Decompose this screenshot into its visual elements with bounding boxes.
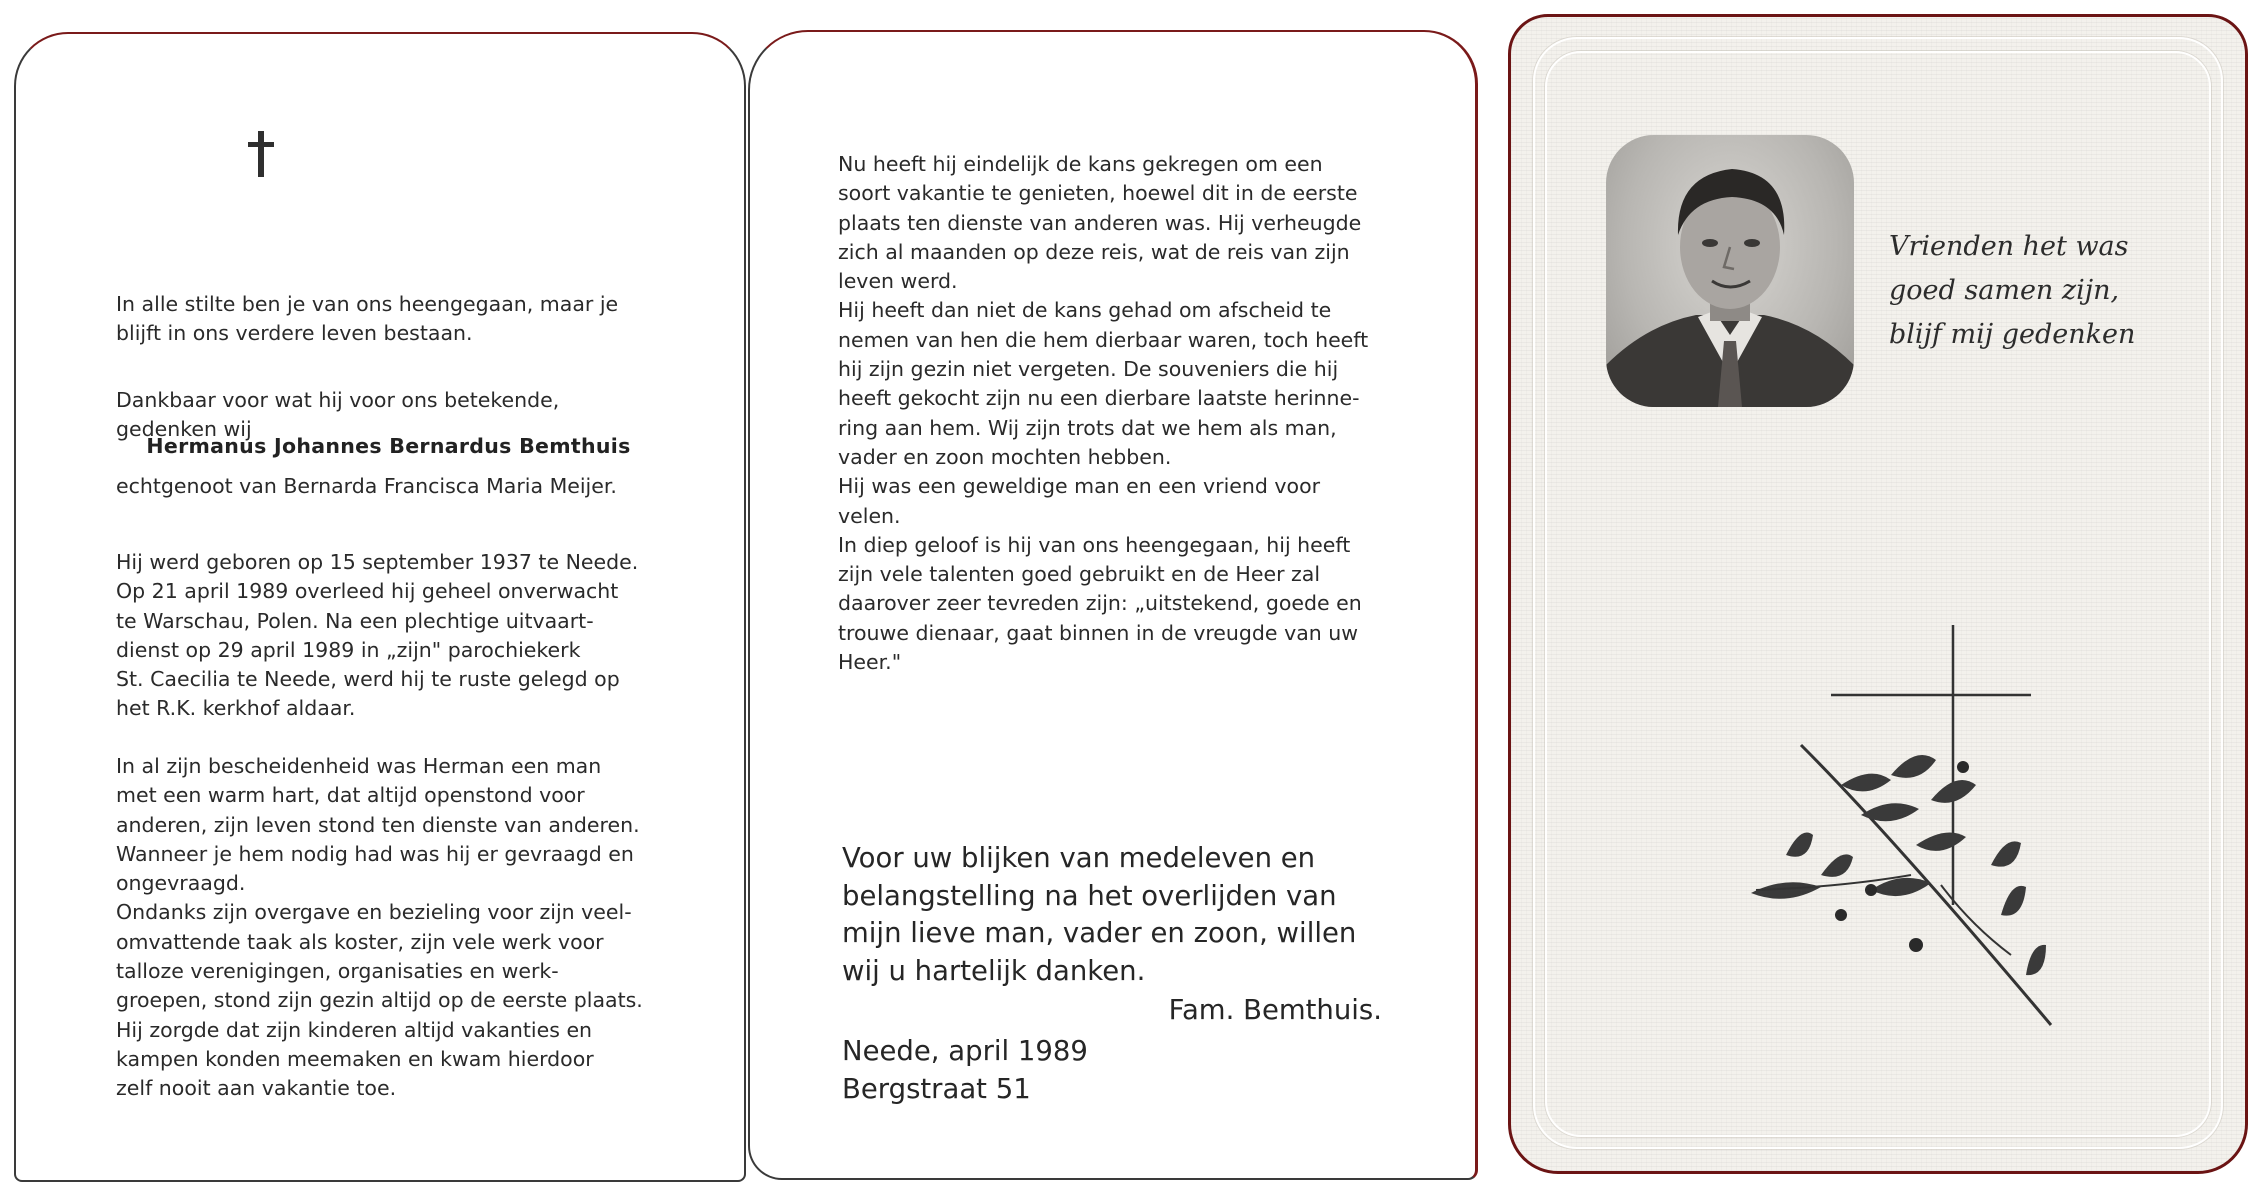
address: Bergstraat 51 bbox=[842, 1073, 1031, 1105]
spouse-line: echtgenoot van Bernarda Francisca Maria Meijer. bbox=[116, 474, 617, 498]
cover-page bbox=[1508, 14, 2248, 1174]
middle-page bbox=[748, 30, 1478, 1180]
place-date: Neede, april 1989 bbox=[842, 1035, 1088, 1067]
vacation-text: Nu heeft hij eindelijk de kans gekregen om een soort vakantie te genieten, hoewel dit in de eerste plaats ten dienste van anderen was. Hij verheugde zich al maanden op deze reis, wat de reis van zijn leven werd. Hij heeft dan niet de kans gehad om afscheid te nemen van hen die hem dierbaar waren, toch heeft hij zijn gezin niet vergeten. De souveniers die hij heeft gekocht zijn nu een dierbare laatste herinne- ring aan hem. Wij zijn trots dat we hem als man, vader en zoon mochten hebben. Hij was een geweldige man en een vriend voor velen. In diep geloof is hij van ons heengegaan, hij heeft zijn vele talenten goed gebruikt en de Heer zal daarover zeer tevreden zijn: „uitstekend, goede en trouwe dienaar, gaat binnen in de vreugde van uw Heer." bbox=[838, 152, 1369, 675]
intro-text: In alle stilte ben je van ons heengegaan, maar je blijft in ons verdere leven bestaan. bbox=[116, 292, 619, 346]
left-page bbox=[14, 32, 746, 1182]
thanks-text: Voor uw blijken van medeleven en belangstelling na het overlijden van mijn lieve man, vader en zoon, willen wij u hartelijk danken. bbox=[842, 842, 1357, 987]
portrait-photo bbox=[1606, 135, 1854, 407]
character-text: In al zijn bescheidenheid was Herman een man met een warm hart, dat altijd openstond voor anderen, zijn leven stond ten dienste van anderen. Wanneer je hem nodig had was hij er gevraagd en ongevraagd. Ondanks zijn overgave en bezieling voor zijn veel- omvattende taak als koster, zijn vele werk voor talloze verenigingen, organisaties en werk- groepen, stond zijn gezin altijd op de eerste plaats. Hij zorgde dat zijn kinderen altijd vakanties en kampen konden meemaken en kwam hierdoor zelf nooit aan vakantie toe. bbox=[116, 754, 643, 1101]
gratitude-text: Dankbaar voor wat hij voor ons betekende, gedenken wij bbox=[116, 388, 560, 442]
family-signature: Fam. Bemthuis. bbox=[1168, 994, 1382, 1026]
deceased-name: Hermanus Johannes Bernardus Bemthuis bbox=[146, 434, 631, 458]
memorial-verse: Vrienden het was goed samen zijn, blijf mij gedenken bbox=[1889, 231, 2136, 350]
biography-text: Hij werd geboren op 15 september 1937 te Neede. Op 21 april 1989 overleed hij geheel onverwacht te Warschau, Polen. Na een plechtige uitvaart- dienst op 29 april 1989 in „zijn" parochiekerk St. Caecilia te Neede, werd hij te ruste gelegd op het R.K. kerkhof aldaar. bbox=[116, 550, 639, 721]
cross-with-olive-branch-icon bbox=[1741, 625, 2081, 1045]
cross-icon bbox=[241, 129, 281, 179]
portrait-icon bbox=[1606, 135, 1854, 407]
